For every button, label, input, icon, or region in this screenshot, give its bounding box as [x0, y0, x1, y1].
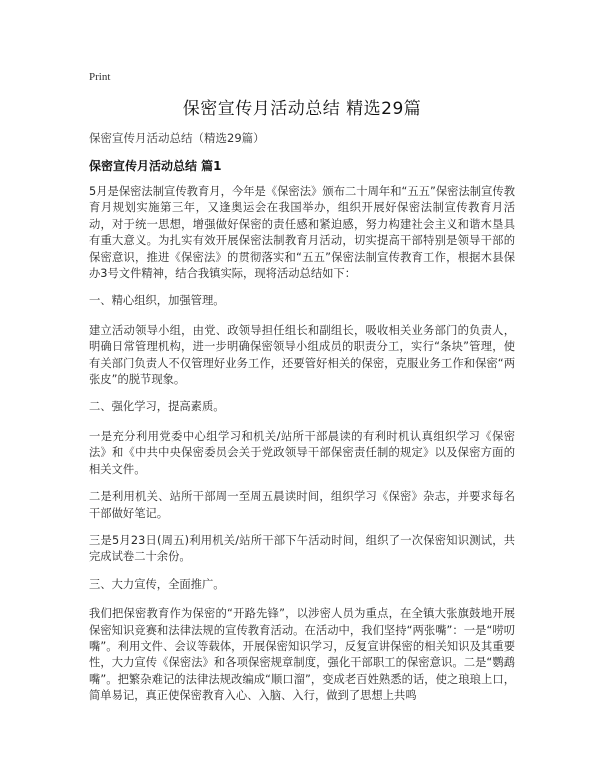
- intro-paragraph: 5月是保密法制宣传教育月，今年是《保密法》颁布二十周年和“五五”保密法制宣传教育月规划实施第三年，又逢奥运会在我国举办，组织开展好保密法制宣传教育月活动，对于统一思想，增强做好保密的责任感和紧迫感，努力构建社会主义和谐木垦具有重大意义。为扎实有效开展保密法制教育月活动，切实提高干部特别是领导干部的保密意识，推进《保密法》的贯彻落实和“五五”保密法制宣传教育工作，根据木县保办3号文件精神，结合我镇实际，现将活动总结如下：: [89, 185, 515, 281]
- page-title: 保密宣传月活动总结 精选29篇: [182, 99, 422, 119]
- document-page: [89, 70, 515, 716]
- print-link[interactable]: Print: [89, 71, 111, 83]
- study-paragraph-3: 三是5月23日(周五)利用机关/站所干部下午活动时间，组织了一次保密知识测试，共完成试卷二十余份。: [89, 533, 515, 564]
- promote-paragraph: 我们把保密教育作为保密的“开路先锋”，以涉密人员为重点，在全镇大张旗鼓地开展保密知识竞赛和法律法规的宣传教育活动。在活动中，我们坚持“两张嘴”：一是“唠叨嘴”。利用文件、会议等载体，开展保密知识学习，反复宣讲保密的相关知识及其重要性，大力宣传《保密法》和各项保密规章制度，强化干部职工的保密意识。二是“鹦鹉嘴”。把繁杂难记的法律法规改编成“顺口溜”，变成老百姓熟悉的话，使之琅琅上口，简单易记，真正使保密教育入心、入脑、入行，做到了思想上共鸣: [89, 607, 515, 703]
- section-heading: 保密宣传月活动总结 篇1: [89, 159, 222, 173]
- study-paragraph-1: 一是充分利用党委中心组学习和机关/站所干部晨读的有利时机认真组织学习《保密法》和《中共中央保密委员会关于党政领导干部保密责任制的规定》以及保密方面的相关文件。: [89, 429, 515, 476]
- subheading-organize: 一、精心组织，加强管理。: [89, 294, 225, 308]
- organize-paragraph: 建立活动领导小组，由党、政领导担任组长和副组长，吸收相关业务部门的负责人，明确日常管理机构，进一步明确保密领导小组成员的职责分工，实行“条块”管理，使有关部门负责人不仅管理好业务工作，还要管好相关的保密，克服业务工作和保密“两张皮”的脱节现象。: [89, 323, 515, 387]
- study-paragraph-2: 二是利用机关、站所干部周一至周五晨读时间，组织学习《保密》杂志，并要求每名干部做好笔记。: [89, 490, 515, 520]
- subheading-promote: 三、大力宣传，全面推广。: [89, 577, 225, 591]
- document-subtitle: 保密宣传月活动总结（精选29篇）: [89, 131, 265, 145]
- subheading-study: 二、强化学习，提高素质。: [89, 400, 225, 414]
